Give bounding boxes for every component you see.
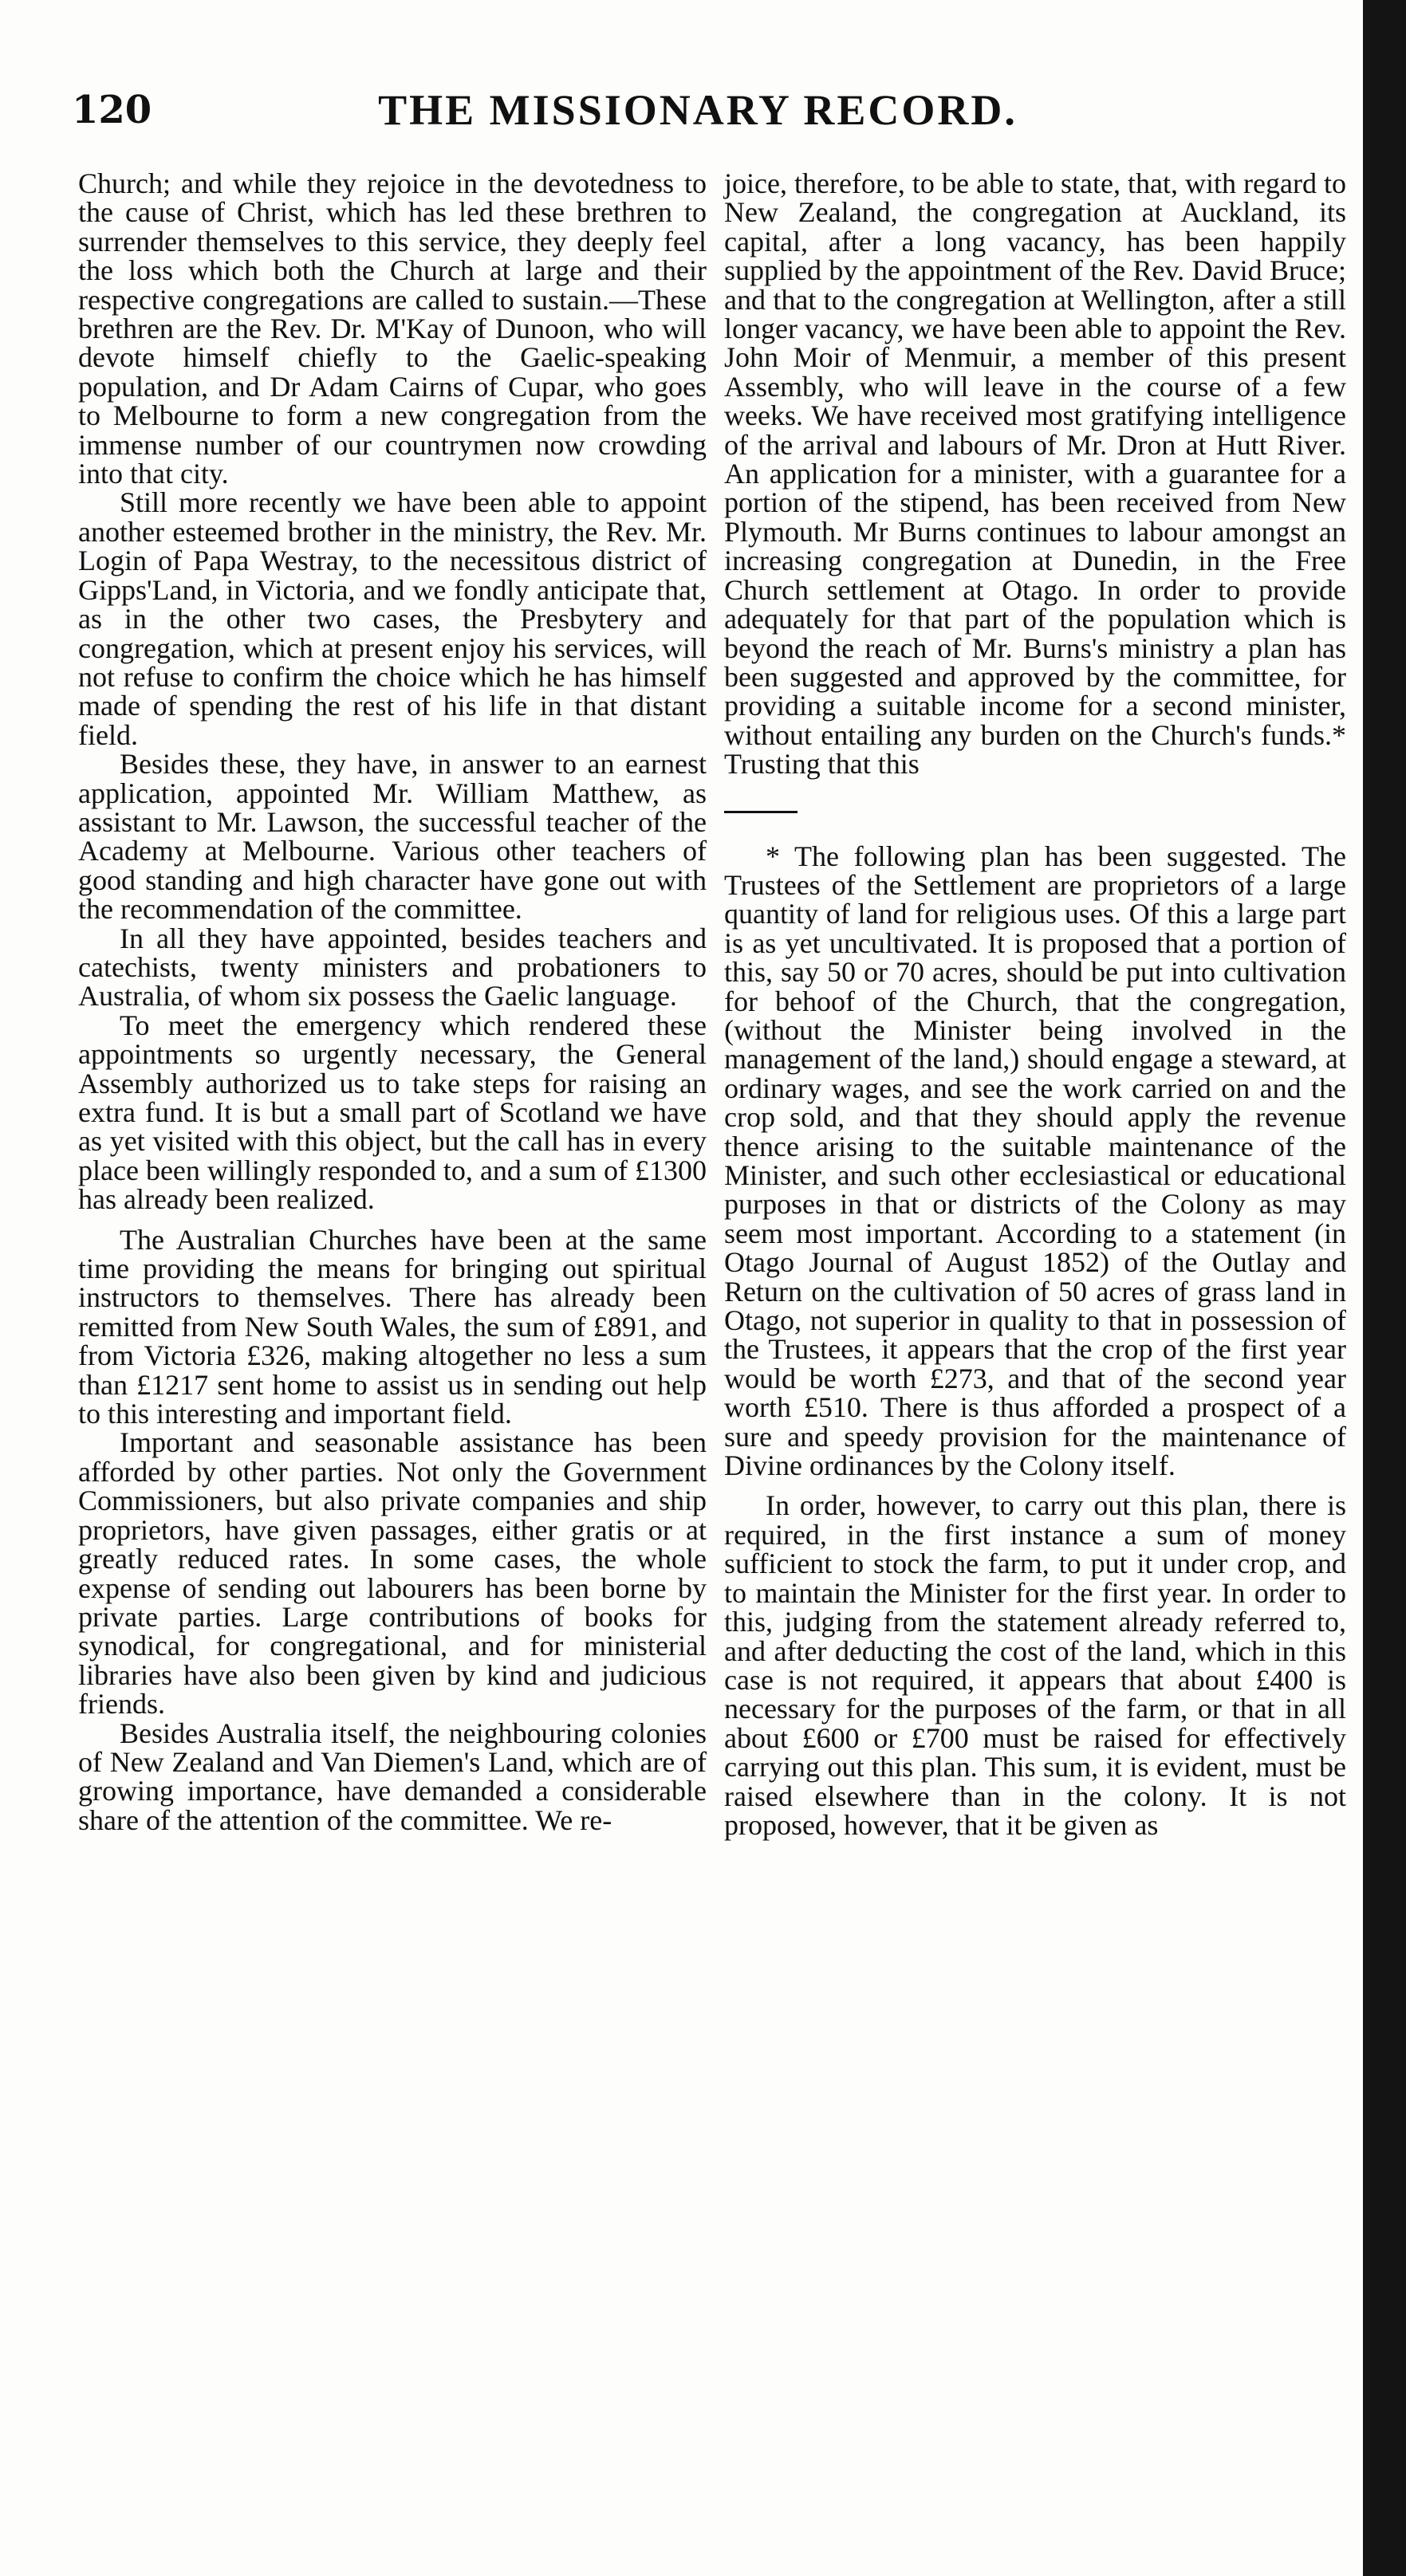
paragraph: joice, therefore, to be able to state, that, with regard to New Zealand, the congregation at Auckland, its capital, after a long vacancy, has been happily supplied by the appointment of the Rev. David Bruce; and that to the congregation at Wellington, after a still longer vacancy, we have been able to appoint the Rev. John Moir of Menmuir, a member of this present Assembly, who will leave in the course of a few weeks. We have received most gratifying intelligence of the arrival and labours of Mr. Dron at Hutt River. An application for a minister, with a guarantee for a portion of the stipend, has been received from New Plymouth. Mr Burns continues to labour amongst an increasing congregation at Dunedin, in the Free Church settlement at Otago. In order to provide adequately for that part of the population which is beyond the reach of Mr. Burns's ministry a plan has been suggested and approved by the committee, for providing a suitable income for a second minister, without entailing any burden on the Church's funds.* Trusting that this bbox=[724, 167, 1347, 781]
right-column bbox=[724, 169, 1346, 1839]
scan-edge bbox=[1363, 0, 1406, 2576]
paragraph: To meet the emergency which rendered these appointments so urgently necessary, the General Assembly authorized us to take steps for raising an extra fund. It is but a small part of Scotland we have as yet visited with this object, but the call has in every place been willingly responded to, and a sum of £1300 has already been realized. bbox=[78, 1009, 707, 1216]
paragraph: Besides these, they have, in answer to an earnest application, appointed Mr. William Matthew, as assistant to Mr. Lawson, the successful teacher of the Academy at Melbourne. Various other teachers of good standing and high character have gone out with the recommendation of the committee. bbox=[78, 748, 707, 926]
footnote: In order, however, to carry out this plan, there is required, in the first instance a sum of money sufficient to stock the farm, to put it under crop, and to maintain the Minister for the first year. In order to this, judging from the statement already referred to, and after deducting the cost of the land, which in this case is not required, it appears that about £400 is necessary for the purposes of the farm, or that in all about £600 or £700 must be raised for effectively carrying out this plan. This sum, it is evident, must be raised elsewhere than in the colony. It is not proposed, however, that it be given as bbox=[724, 1489, 1346, 1841]
paragraph: Besides Australia itself, the neighbouring colonies of New Zealand and Van Diemen's Land, which are of growing importance, have demanded a considerable share of the attention of the committee. We re- bbox=[78, 1717, 707, 1836]
paragraph: Important and seasonable assistance has been afforded by other parties. Not only the Government Commissioners, but also private companies and ship proprietors, have given passages, either gratis or at greatly reduced rates. In some cases, the whole expense of sending out labourers has been borne by private parties. Large contributions of books for synodical, for congregational, and for ministerial libraries have also been given by kind and judicious friends. bbox=[78, 1426, 707, 1721]
paragraph: Church; and while they rejoice in the devotedness to the cause of Christ, which has led these brethren to surrender themselves to this service, they deeply feel the loss which both the Church at large and their respective congregations are called to sustain.—These brethren are the Rev. Dr. M'Kay of Dunoon, who will devote himself chiefly to the Gaelic-speaking population, and Dr Adam Cairns of Cupar, who goes to Melbourne to form a new congregation from the immense number of our countrymen now crowding into that city. bbox=[78, 167, 707, 490]
running-head bbox=[72, 86, 1324, 142]
footnote: * The following plan has been suggested. The Trustees of the Settlement are proprietors of a large quantity of land for religious uses. Of this a large part is as yet uncultivated. It is proposed that a portion of this, say 50 or 70 acres, should be put into cultivation for behoof of the Church, that the congregation, (without the Minister being involved in the management of the land,) should engage a steward, at ordinary wages, and see the work carried on and the crop sold, and that they should apply the revenue thence arising to the suitable maintenance of the Minister, and such other ecclesiastical or educational purposes in that or districts of the Colony as may seem most important. According to a statement (in Otago Journal of August 1852) of the Outlay and Return on the cultivation of 50 acres of grass land in Otago, not superior in quality to that in possession of the Trustees, it appears that the crop of the first year would be worth £273, and that of the second year worth £510. There is thus afforded a prospect of a sure and speedy provision for the maintenance of Divine ordinances by the Colony itself. bbox=[724, 840, 1346, 1482]
paragraph: Still more recently we have been able to appoint another esteemed brother in the ministry, the Rev. Mr. Login of Papa Westray, to the necessitous district of Gipps'Land, in Victoria, and we fondly anticipate that, as in the other two cases, the Presbytery and congregation, which at present enjoy his services, will not refuse to confirm the choice which he has himself made of spending the rest of his life in that distant field. bbox=[78, 486, 707, 751]
footnote-rule bbox=[724, 811, 798, 813]
page-number: 120 bbox=[72, 88, 152, 132]
paragraph: In all they have appointed, besides teachers and catechists, twenty ministers and probationers to Australia, of whom six possess the Gaelic language. bbox=[78, 922, 707, 1013]
left-column bbox=[78, 169, 707, 1835]
page-title: THE MISSIONARY RECORD. bbox=[378, 86, 1018, 134]
paragraph: The Australian Churches have been at the same time providing the means for bringing out spiritual instructors to themselves. There has already been remitted from New South Wales, the sum of £891, and from Victoria £326, making altogether no less a sum than £1217 sent home to assist us in sending out help to this interesting and important field. bbox=[78, 1223, 707, 1430]
